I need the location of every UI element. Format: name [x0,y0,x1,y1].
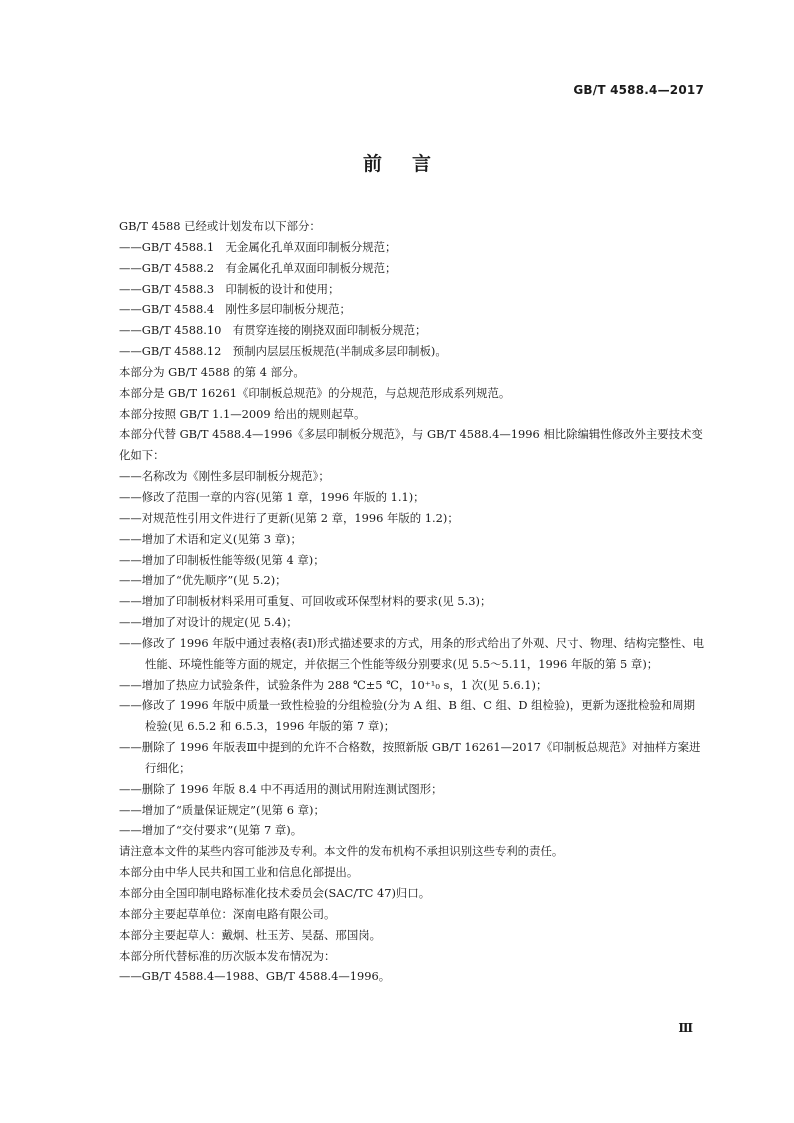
list-item: ——对规范性引用文件进行了更新(见第 2 章，1996 年版的 1.2)； [119,510,459,525]
list-item: ——增加了术语和定义(见第 3 章)； [119,531,302,546]
list-item: ——GB/T 4588.10 有贯穿连接的刚挠双面印制板分规范； [119,323,427,338]
body-paragraph: 本部分由中华人民共和国工业和信息化部提出。 [119,865,359,880]
list-item: ——修改了范围一章的内容(见第 1 章，1996 年版的 1.1)； [119,489,425,504]
body-paragraph: 本部分主要起草人：戴炯、杜玉芳、吴磊、邢国岗。 [119,927,381,942]
body-paragraph: 本部分主要起草单位：深南电路有限公司。 [119,906,336,921]
body-paragraph: 本部分代替 GB/T 4588.4—1996《多层印制板分规范》，与 GB/T 4588.4—1996 相比除编辑性修改外主要技术变化如下： [119,427,703,463]
list-item: ——删除了 1996 年版 8.4 中不再适用的测试用附连测试图形； [119,781,443,796]
list-item: ——GB/T 4588.4 刚性多层印制板分规范； [119,302,351,317]
body-paragraph: 本部分由全国印制电路标准化技术委员会(SAC/TC 47)归口。 [119,886,431,900]
body-paragraph: 本部分是 GB/T 16261《印制板总规范》的分规范，与总规范形成系列规范。 [119,385,511,400]
list-item: ——GB/T 4588.12 预制内层层压板规范(半制成多层印制板)。 [119,344,447,359]
list-item: ——增加了印制板材料采用可重复、可回收或环保型材料的要求(见 5.3)； [119,594,492,609]
document-body [119,216,705,987]
list-item: ——GB/T 4588.2 有金属化孔单双面印制板分规范； [119,260,397,275]
list-item: ——GB/T 4588.1 无金属化孔单双面印制板分规范； [119,239,397,254]
list-item: ——修改了 1996 年版中质量一致性检验的分组检验(分为 A 组、B 组、C 组、D 组检验)，更新为逐批检验和周期检验(见 6.5.2 和 6.5.3，1996 年版的第 7 章)； [119,698,696,734]
body-paragraph: 本部分为 GB/T 4588 的第 4 部分。 [119,364,305,379]
list-item: ——增加了印制板性能等级(见第 4 章)； [119,552,325,567]
list-item: ——GB/T 4588.3 印制板的设计和使用； [119,281,340,296]
body-paragraph: 请注意本文件的某些内容可能涉及专利。本文件的发布机构不承担识别这些专利的责任。 [119,844,564,859]
list-item: ——增加了“交付要求”(见第 7 章)。 [119,823,303,838]
list-item: ——增加了“质量保证规定”(见第 6 章)； [119,802,325,817]
list-item: ——增加了热应力试验条件，试验条件为 288 ℃±5 ℃，10⁺¹₀ s，1 次(见 5.6.1)； [119,677,548,692]
list-item: ——名称改为《刚性多层印制板分规范》； [119,469,330,484]
body-paragraph: GB/T 4588 已经或计划发布以下部分： [119,219,321,233]
body-paragraph: 本部分按照 GB/T 1.1—2009 给出的规则起草。 [119,406,366,421]
list-item: ——增加了“优先顺序”(见 5.2)； [119,573,287,588]
list-item: ——删除了 1996 年版表Ⅲ中提到的允许不合格数，按照新版 GB/T 16261—2017《印制板总规范》对抽样方案进行细化； [119,740,701,775]
body-paragraph: 本部分所代替标准的历次版本发布情况为： [119,948,336,963]
standard-code-header: GB/T 4588.4—2017 [573,83,704,97]
page-number: Ⅲ [678,1021,693,1035]
page-title: 前言 [362,153,461,175]
list-item: ——修改了 1996 年版中通过表格(表Ⅰ)形式描述要求的方式，用条的形式给出了外观、尺寸、物理、结构完整性、电性能、环境性能等方面的规定，并依据三个性能等级分别要求(见 5.5～5.11，1996 年版的第 5 章)； [119,635,704,671]
list-item: ——GB/T 4588.4—1988、GB/T 4588.4—1996。 [119,969,391,984]
list-item: ——增加了对设计的规定(见 5.4)； [119,615,298,630]
